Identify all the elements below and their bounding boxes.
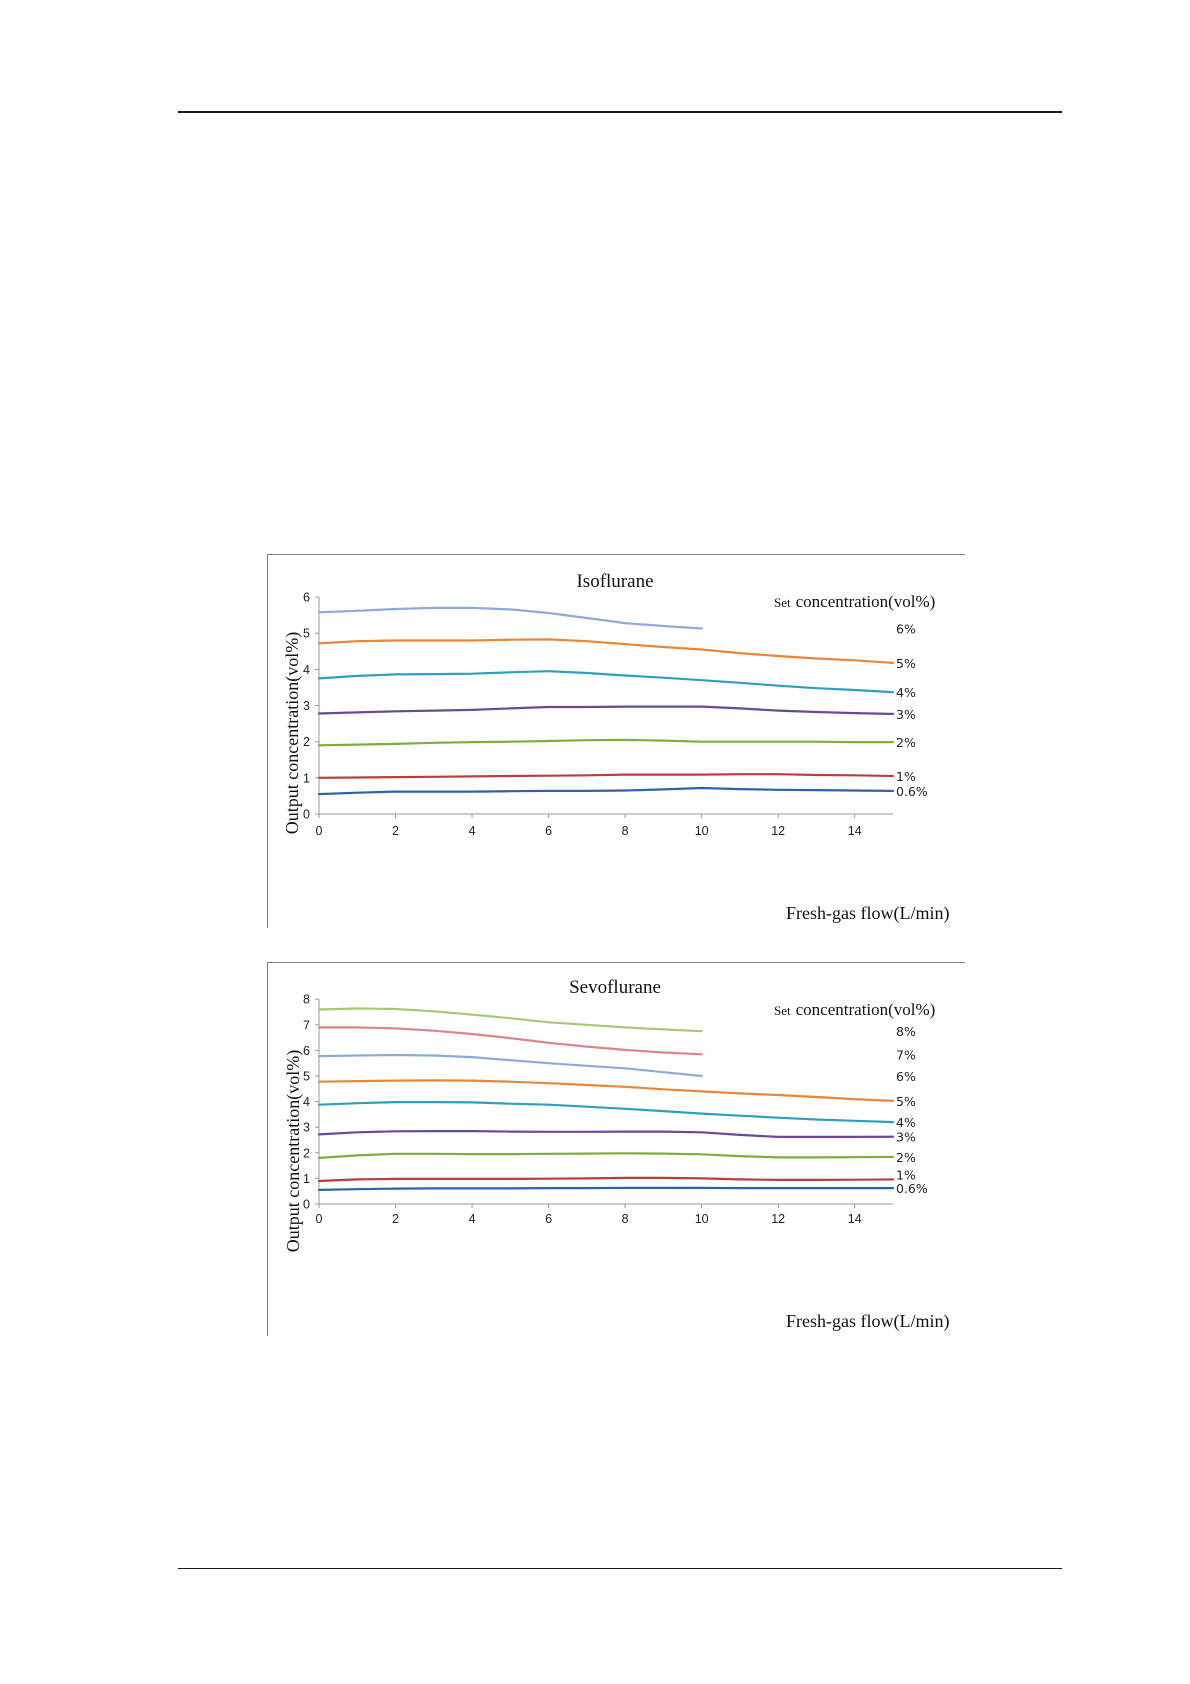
y-tick-label: 5 <box>303 1069 310 1084</box>
sevoflurane-chart <box>267 962 965 1336</box>
series-line <box>319 1178 893 1181</box>
y-tick-label: 0 <box>303 807 310 822</box>
legend-title-rest: concentration(vol%) <box>795 592 936 611</box>
x-tick-label: 8 <box>621 824 629 838</box>
series-line <box>319 1080 893 1101</box>
legend-title-prefix: Set <box>774 1003 791 1018</box>
series-label: 0.6% <box>896 1181 928 1197</box>
y-axis-label: Output concentration(vol%) <box>282 631 302 835</box>
series-label: 1% <box>896 769 916 784</box>
series-label: 4% <box>896 1115 916 1131</box>
x-tick-label: 12 <box>771 824 786 838</box>
series-line <box>319 1153 893 1158</box>
series-label: 2% <box>896 735 916 751</box>
series-line <box>319 608 702 629</box>
isoflurane-chart <box>267 554 965 928</box>
legend-title-prefix: Set <box>774 595 791 610</box>
x-tick-label: 12 <box>771 1212 786 1226</box>
footer-rule <box>178 1568 1062 1569</box>
x-tick-label: 14 <box>847 824 862 838</box>
series-line <box>319 1102 893 1122</box>
y-axis-label: Output concentration(vol%) <box>283 1049 303 1253</box>
y-tick-label: 6 <box>303 1043 310 1058</box>
y-tick-label: 3 <box>303 699 310 714</box>
x-tick-label: 6 <box>545 824 553 838</box>
series-line <box>319 671 893 692</box>
series-label: 4% <box>896 685 916 701</box>
legend-title-rest: concentration(vol%) <box>795 1000 936 1019</box>
series-line <box>319 740 893 745</box>
series-label: 3% <box>896 1129 916 1145</box>
series-label: 7% <box>896 1047 916 1063</box>
y-tick-label: 4 <box>303 662 310 677</box>
x-tick-label: 4 <box>468 1212 476 1226</box>
series-line <box>319 1027 702 1054</box>
series-label: 5% <box>896 655 916 671</box>
series-line <box>319 1131 893 1137</box>
series-label: 0.6% <box>896 783 928 799</box>
series-label: 3% <box>896 706 916 722</box>
series-label: 2% <box>896 1149 916 1165</box>
plot-area <box>303 993 928 1226</box>
x-tick-label: 8 <box>621 1212 629 1226</box>
y-tick-label: 1 <box>303 1171 310 1186</box>
x-tick-label: 10 <box>694 824 709 838</box>
x-tick-label: 4 <box>468 824 476 838</box>
x-tick-label: 0 <box>315 1212 323 1226</box>
legend-title <box>774 1000 935 1019</box>
y-tick-label: 3 <box>303 1120 310 1135</box>
series-line <box>319 1055 702 1076</box>
y-tick-label: 1 <box>303 771 310 786</box>
series-line <box>319 788 893 794</box>
y-tick-label: 0 <box>303 1197 310 1212</box>
y-tick-label: 7 <box>303 1018 310 1033</box>
x-tick-label: 2 <box>392 1212 400 1226</box>
y-tick-label: 2 <box>303 1146 310 1161</box>
series-label: 8% <box>896 1024 916 1040</box>
y-tick-label: 2 <box>303 735 310 750</box>
series-label: 1% <box>896 1167 916 1183</box>
x-tick-label: 14 <box>847 1212 862 1226</box>
y-tick-label: 5 <box>303 626 310 641</box>
sevoflurane-chart-svg <box>268 963 966 1337</box>
x-tick-label: 10 <box>694 1212 709 1226</box>
y-tick-label: 4 <box>303 1095 310 1110</box>
legend-title <box>774 592 935 611</box>
x-tick-label: 2 <box>392 824 400 838</box>
isoflurane-chart-svg <box>268 555 966 929</box>
header-rule <box>178 111 1062 113</box>
series-line <box>319 639 893 663</box>
x-tick-label: 6 <box>545 1212 553 1226</box>
chart-title: Sevoflurane <box>569 977 661 998</box>
series-line <box>319 707 893 714</box>
chart-title: Isoflurane <box>576 571 654 592</box>
x-axis-label: Fresh-gas flow(L/min) <box>786 903 950 923</box>
x-axis-label: Fresh-gas flow(L/min) <box>786 1311 950 1331</box>
plot-area <box>303 591 928 838</box>
x-tick-label: 0 <box>315 824 323 838</box>
series-label: 5% <box>896 1093 916 1109</box>
series-label: 6% <box>896 1069 916 1084</box>
y-tick-label: 8 <box>303 992 310 1007</box>
y-tick-label: 6 <box>303 590 310 605</box>
series-line <box>319 774 893 778</box>
series-line <box>319 1188 893 1190</box>
series-label: 6% <box>896 621 916 637</box>
